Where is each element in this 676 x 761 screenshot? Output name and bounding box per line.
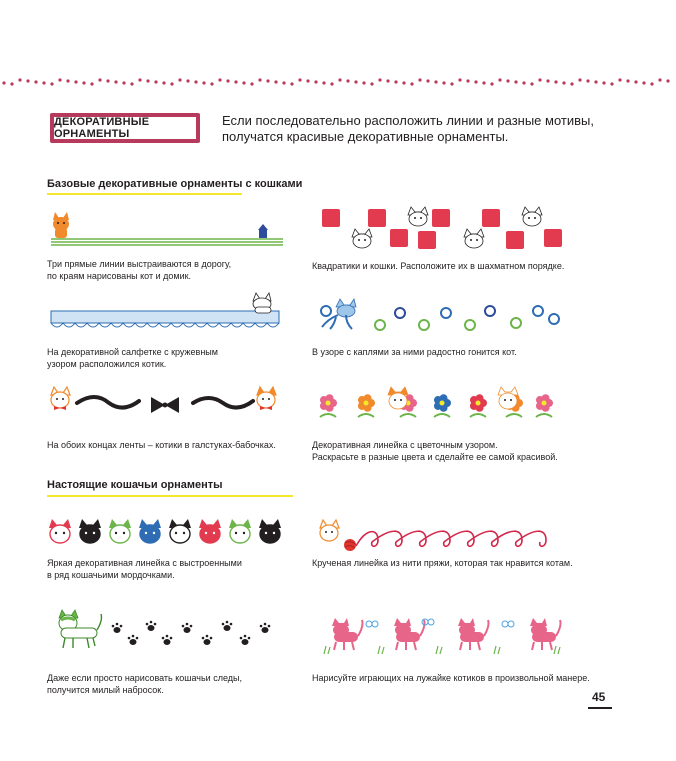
cat-face-icon: [408, 207, 428, 226]
cat-face-icon: [498, 387, 518, 409]
border-dot: [178, 78, 181, 81]
paw-print-icon: [162, 635, 173, 645]
yarn-ornament: [318, 518, 568, 554]
border-dot: [226, 79, 229, 82]
border-dot: [506, 79, 509, 82]
cat-face-icon: [388, 387, 408, 409]
dotted-border: [0, 74, 676, 90]
border-dot: [450, 82, 453, 85]
paw-print-icon: [202, 635, 213, 645]
caption-lace: На декоративной салфетке с кружевным узором расположился котик.: [47, 347, 218, 369]
red-square: [322, 209, 340, 227]
drop-circle: [441, 308, 451, 318]
border-dot: [650, 82, 653, 85]
cat-face-icon: [522, 207, 542, 226]
flower-icon: [470, 394, 487, 417]
border-dot: [274, 80, 277, 83]
caption-paws: Даже если просто нарисовать кошачьи следы, получится милый набросок.: [47, 673, 242, 695]
red-square: [390, 229, 408, 247]
border-dot: [106, 79, 109, 82]
section-heading-box: [50, 113, 200, 143]
road-ornament: [47, 210, 287, 250]
white-cat-icon: [253, 293, 271, 313]
pink-cat-icon: [332, 618, 363, 650]
border-dot: [482, 81, 485, 84]
border-dot: [618, 78, 621, 81]
cat-face-icon: [169, 519, 191, 543]
drop-circle: [533, 306, 543, 316]
border-dot: [10, 82, 13, 85]
red-square: [506, 231, 524, 249]
blue-cat-icon: [322, 299, 356, 329]
border-dot: [290, 82, 293, 85]
border-dot: [298, 78, 301, 81]
cat-face-icon: [259, 519, 281, 543]
caption-drops: В узоре с каплями за ними радостно гонится кот.: [312, 347, 517, 357]
border-dot: [34, 80, 37, 83]
border-dot: [98, 78, 101, 81]
border-dot: [514, 80, 517, 83]
cat-face-icon: [49, 519, 71, 543]
border-dot: [186, 79, 189, 82]
border-dot: [90, 82, 93, 85]
border-dot: [210, 82, 213, 85]
paw-print-icon: [182, 623, 193, 633]
section2-underline: [47, 495, 293, 497]
caption-yarn: Крученая линейка из нити пряжи, которая так нравится котам.: [312, 558, 573, 568]
border-dot: [658, 78, 661, 81]
border-dot: [66, 79, 69, 82]
border-dot: [130, 82, 133, 85]
section1-underline: [47, 193, 242, 195]
border-dot: [378, 78, 381, 81]
border-dot: [554, 80, 557, 83]
border-dot: [578, 78, 581, 81]
flower-icon: [536, 394, 553, 417]
cat-face-icon: [464, 229, 484, 248]
border-dot: [562, 81, 565, 84]
border-dot: [266, 79, 269, 82]
caption-lawn: Нарисуйте играющих на лужайке котиков в произвольной манере.: [312, 673, 590, 683]
border-dot: [346, 79, 349, 82]
drop-circle: [511, 318, 521, 328]
border-dot: [306, 79, 309, 82]
flower-icon: [358, 394, 375, 417]
orange-cat-icon: [53, 212, 69, 238]
intro-text: Если последовательно расположить линии и разные мотивы, получатся красивые декоративные орнаменты.: [222, 113, 594, 144]
yarn-ball-icon: [344, 539, 356, 551]
border-dot: [602, 81, 605, 84]
border-dot: [538, 78, 541, 81]
border-dot: [498, 78, 501, 81]
paw-prints-ornament: [47, 608, 287, 656]
grass-tuft: [324, 646, 330, 654]
border-dot: [530, 82, 533, 85]
red-square: [482, 209, 500, 227]
bowtie-cat-left-icon: [51, 387, 70, 410]
border-dot: [2, 81, 5, 84]
paw-print-icon: [222, 621, 233, 631]
paw-print-icon: [260, 623, 271, 633]
border-dot: [634, 80, 637, 83]
border-dot: [50, 82, 53, 85]
border-dot: [138, 78, 141, 81]
cat-face-icon: [139, 519, 161, 543]
caption-flowers: Декоративная линейка с цветочным узором. Раскрасьте в разные цвета и сделайте ее самой красивой.: [312, 440, 558, 462]
butterfly-icon: [502, 621, 514, 627]
page-number-underline: [588, 707, 612, 709]
border-dot: [170, 82, 173, 85]
border-dot: [546, 79, 549, 82]
border-dot: [82, 81, 85, 84]
border-dot: [402, 81, 405, 84]
border-dot: [610, 82, 613, 85]
border-dot: [194, 80, 197, 83]
border-dot: [418, 78, 421, 81]
red-square: [368, 209, 386, 227]
border-dot: [18, 78, 21, 81]
red-square: [544, 229, 562, 247]
border-dot: [354, 80, 357, 83]
border-dot: [474, 80, 477, 83]
butterfly-icon: [366, 621, 378, 627]
border-dot: [570, 82, 573, 85]
border-dot: [162, 81, 165, 84]
border-dot: [490, 82, 493, 85]
caption-checker: Квадратики и кошки. Расположите их в шахматном порядке.: [312, 261, 565, 271]
border-dot: [586, 79, 589, 82]
cat-face-icon: [79, 519, 101, 543]
grass-tuft: [378, 646, 384, 654]
border-dot: [258, 78, 261, 81]
cat-face-icon: [109, 519, 131, 543]
border-dot: [626, 79, 629, 82]
border-dot: [42, 81, 45, 84]
border-dot: [458, 78, 461, 81]
drop-circle: [395, 308, 405, 318]
border-dot: [426, 79, 429, 82]
border-dot: [386, 79, 389, 82]
border-dot: [362, 81, 365, 84]
lace-ornament: [47, 293, 287, 333]
cat-faces-ornament: [47, 518, 287, 548]
flower-ornament: [318, 385, 568, 425]
cat-face-icon: [352, 229, 372, 248]
paw-print-icon: [112, 623, 123, 633]
border-dot: [314, 80, 317, 83]
drops-ornament: [318, 297, 568, 337]
border-dot: [666, 79, 669, 82]
bowtie-cat-right-icon: [257, 387, 276, 410]
caption-ribbon: На обоих концах ленты – котики в галстуках-бабочках.: [47, 440, 276, 450]
section1-title: Базовые декоративные орнаменты с кошками: [47, 178, 303, 190]
grass-tuft: [554, 646, 560, 654]
drop-circle: [485, 306, 495, 316]
border-dot: [394, 80, 397, 83]
border-dot: [330, 82, 333, 85]
drop-circle: [549, 314, 559, 324]
border-dot: [338, 78, 341, 81]
drop-circle: [375, 320, 385, 330]
border-dot: [74, 80, 77, 83]
border-dot: [466, 79, 469, 82]
green-cat-icon: [59, 610, 102, 648]
cat-face-icon: [229, 519, 251, 543]
red-square: [418, 231, 436, 249]
border-dot: [58, 78, 61, 81]
pink-cat-icon: [394, 618, 425, 650]
paw-print-icon: [146, 621, 157, 631]
grass-tuft: [436, 646, 442, 654]
border-dot: [202, 81, 205, 84]
border-dot: [218, 78, 221, 81]
red-square: [432, 209, 450, 227]
border-dot: [522, 81, 525, 84]
section2-title: Настоящие кошачьи орнаменты: [47, 479, 223, 491]
border-dot: [250, 82, 253, 85]
border-dot: [26, 79, 29, 82]
drop-circle: [465, 320, 475, 330]
checker-ornament: [318, 205, 568, 255]
border-dot: [234, 80, 237, 83]
pink-cat-icon: [530, 618, 561, 650]
caption-road: Три прямые линии выстраиваются в дорогу, по краям нарисованы кот и домик.: [47, 259, 232, 281]
playing-cats-ornament: [318, 612, 568, 656]
section-heading: ДЕКОРАТИВНЫЕ ОРНАМЕНТЫ: [54, 116, 150, 140]
ribbon-bow-icon: [151, 397, 179, 413]
flower-icon: [434, 394, 451, 417]
ribbon-ornament: [47, 385, 287, 425]
drop-circle: [419, 320, 429, 330]
border-dot: [114, 80, 117, 83]
paw-print-icon: [240, 635, 251, 645]
border-dot: [442, 81, 445, 84]
house-icon: [258, 224, 268, 238]
flower-icon: [320, 394, 337, 417]
page-number: 45: [592, 690, 606, 704]
pink-cat-icon: [458, 618, 489, 650]
border-dot: [370, 82, 373, 85]
border-dot: [282, 81, 285, 84]
caption-faces: Яркая декоративная линейка с выстроенными в ряд кошачьими мордочками.: [47, 558, 242, 580]
orange-striped-cat-icon: [320, 520, 339, 541]
border-dot: [146, 79, 149, 82]
border-dot: [434, 80, 437, 83]
border-dot: [242, 81, 245, 84]
border-dot: [322, 81, 325, 84]
border-dot: [594, 80, 597, 83]
drop-circle: [321, 306, 331, 316]
border-dot: [122, 81, 125, 84]
grass-tuft: [494, 646, 500, 654]
border-dot: [154, 80, 157, 83]
border-dot: [642, 81, 645, 84]
cat-face-icon: [199, 519, 221, 543]
paw-print-icon: [128, 635, 139, 645]
border-dot: [410, 82, 413, 85]
